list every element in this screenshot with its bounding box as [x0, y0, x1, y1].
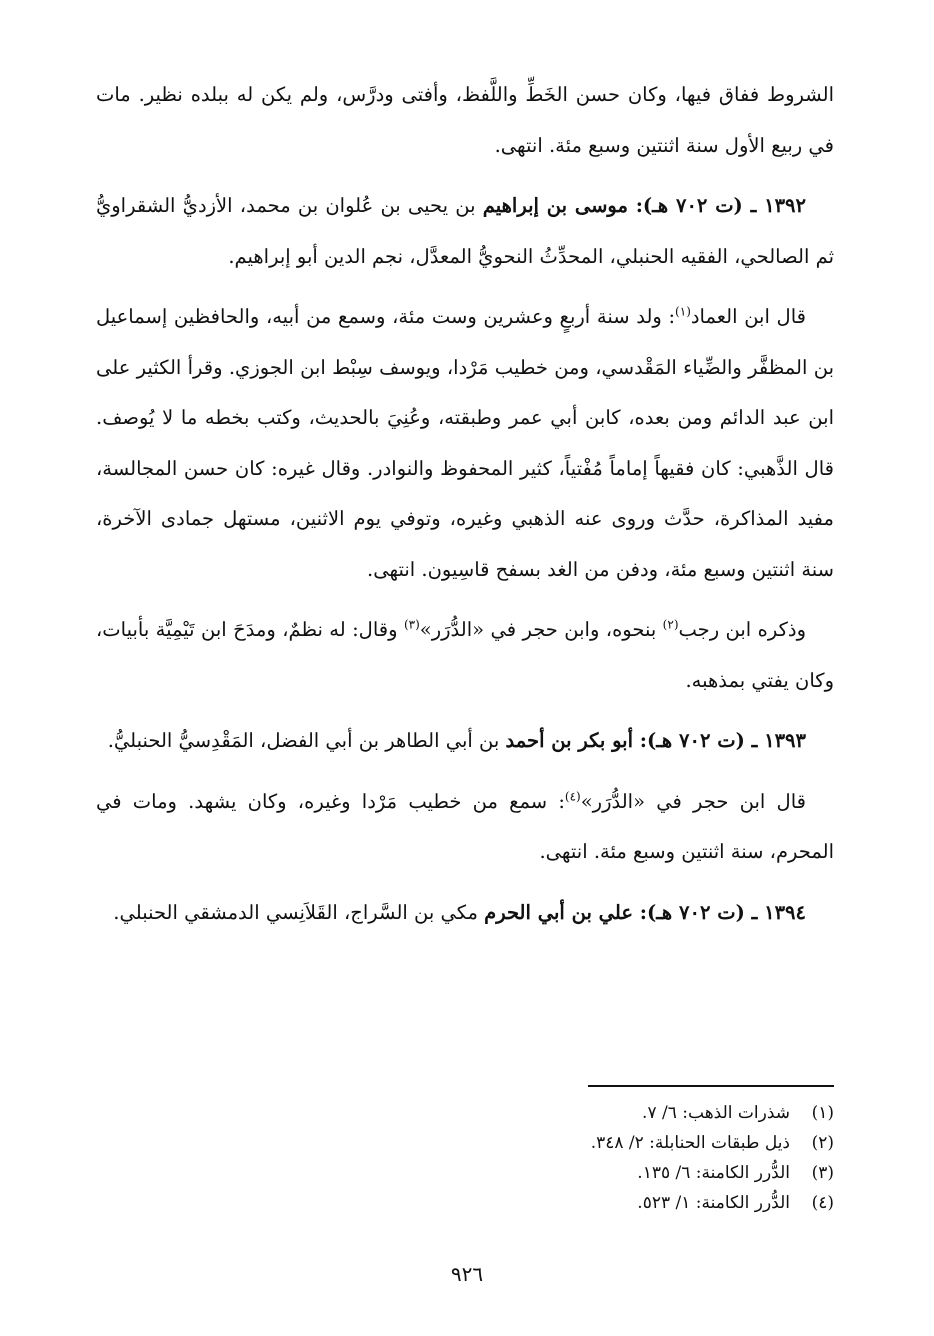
- paragraph-ibn-hajar: [96, 777, 834, 878]
- paragraph-ibn-hajar-a: قال ابن حجر في «الدُّرَر»: [580, 789, 806, 813]
- footnote-3-number: (٣): [811, 1163, 834, 1183]
- entry-1393-name: أبو بكر بن أحمد: [505, 729, 633, 752]
- paragraph-ibn-rajab-a: وذكره ابن رجب: [678, 618, 806, 641]
- entry-1394-number: ١٣٩٤ ـ (ت ٧٠٢ هـ):: [633, 900, 806, 924]
- footnote-2-text: ذيل طبقات الحنابلة: ٢/ ٣٤٨.: [590, 1133, 790, 1153]
- entry-1392-name: موسى بن إبراهيم: [482, 194, 628, 217]
- entry-1393: [96, 716, 834, 767]
- main-text: [96, 70, 834, 948]
- paragraph-1: الشروط ففاق فيها، وكان حسن الخَطِّ واللَّفظ، وأفتى ودرَّس، ولم يكن له ببلده نظير. مات في ربيع الأول سنة اثنتين وسبع مئة. انتهى.: [96, 83, 834, 157]
- footnote-4-text: الدُّرر الكامنة: ١/ ٥٢٣.: [637, 1193, 790, 1213]
- footnote-ref-1[interactable]: (١): [675, 304, 691, 319]
- entry-1394: [96, 888, 834, 939]
- paragraph-ibn-hajar-b: : سمع من خطيب مَرْدا وغيره، وكان يشهد. ومات في المحرم، سنة اثنتين وسبع مئة. انتهى.: [96, 789, 834, 863]
- paragraph-ibn-rajab: [96, 605, 834, 706]
- footnote-1-number: (١): [811, 1103, 834, 1123]
- footnotes: [96, 1098, 834, 1218]
- entry-1392: [96, 181, 834, 282]
- footnote-2-number: (٢): [811, 1133, 834, 1153]
- footnote-ref-4[interactable]: (٤): [564, 789, 581, 803]
- entry-1392-number: ١٣٩٢ ـ (ت ٧٠٢ هـ):: [627, 194, 806, 217]
- entry-1393-number: ١٣٩٣ ـ (ت ٧٠٢ هـ):: [633, 729, 806, 752]
- footnote-divider: [588, 1085, 834, 1087]
- footnote-4-number: (٤): [811, 1193, 834, 1213]
- paragraph-ibn-alimad-intro: قال ابن العماد: [690, 305, 806, 328]
- paragraph-ibn-rajab-c: وقال: له نظمٌ، ومدَحَ ابن تَيْمِيَّة بأبيات، وكان يفتي بمذهبه.: [96, 618, 834, 692]
- entry-1394-text: مكي بن السَّراج، القَلاَنِسي الدمشقي الحنبلي.: [113, 900, 485, 924]
- footnote-3-text: الدُّرر الكامنة: ٦/ ١٣٥.: [637, 1163, 790, 1183]
- footnote-2: [96, 1128, 834, 1158]
- entry-1394-name: علي بن أبي الحرم: [484, 900, 633, 924]
- page-number: ٩٢٦: [450, 1262, 484, 1286]
- paragraph-ibn-alimad-body: : ولد سنة أربعٍ وعشرين وست مئة، وسمع من أبيه، والحافظين إسماعيل بن المظفَّر والضِّياء المَقْدسي، ومن خطيب مَرْدا، ويوسف سِبْط ابن الجوزي. وقرأ الكثير على ابن عبد الدائم ومن بعده، كابن أبي عمر وطبقته، وعُنِيَ بالحديث، وكتب بخطه ما لا يُوصف. قال الذَّهبي: كان فقيهاً إماماً مُفْتياً، كثير المحفوظ والنوادر. وقال غيره: كان حسن المجالسة، مفيد المذاكرة، حدَّث وروى عنه الذهبي وغيره، وتوفي يوم الاثنين، مستهل جمادى الآخرة، سنة اثنتين وسبع مئة، ودفن من الغد بسفح قاسِيون. انتهى.: [96, 305, 834, 581]
- footnote-4: [96, 1188, 834, 1218]
- entry-1393-text: بن أبي الطاهر بن أبي الفضل، المَقْدِسيُّ الحنبليُّ.: [107, 729, 506, 752]
- paragraph-ibn-alimad: [96, 292, 834, 595]
- footnote-ref-3[interactable]: (٣): [403, 617, 420, 632]
- footnote-1: [96, 1098, 834, 1128]
- footnote-ref-2[interactable]: (٢): [662, 617, 679, 632]
- footnote-1-text: شذرات الذهب: ٦/ ٧.: [642, 1103, 790, 1123]
- footnote-3: [96, 1158, 834, 1188]
- entry-1392-text: بن يحيى بن عُلوان بن محمد، الأزديُّ الشقراويُّ ثم الصالحي، الفقيه الحنبلي، المحدِّثُ النحويُّ المعدَّل، نجم الدين أبو إبراهيم.: [96, 194, 834, 268]
- paragraph-ibn-rajab-b: بنحوه، وابن حجر في «الدُّرَر»: [419, 618, 663, 641]
